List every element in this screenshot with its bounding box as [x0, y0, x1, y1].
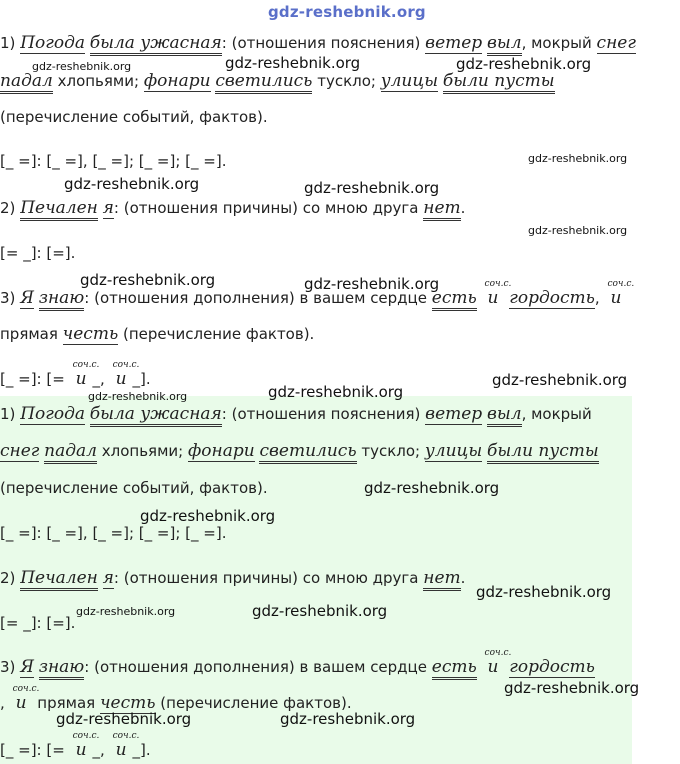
subject: улицы: [424, 441, 483, 461]
watermark: gdz-reshebnik.org: [88, 390, 188, 403]
sentence-1-note: (перечисление событий, фактов).: [0, 108, 268, 126]
sentence-1-line-2: падал хлопьями; фонари светились тускло; улицы были пусты: [0, 71, 555, 91]
sentence-3-scheme: [_ =]: [= соч.с. и _, соч.с. и _].: [0, 731, 151, 760]
predicate: была ужасная: [90, 33, 222, 56]
watermark: gdz-reshebnik.org: [476, 583, 612, 601]
predicate: была ужасная: [90, 404, 222, 427]
watermark: gdz-reshebnik.org: [528, 152, 628, 165]
predicate: светились: [259, 441, 356, 464]
watermark: gdz-reshebnik.org: [304, 179, 440, 197]
predicate: Печален: [20, 198, 98, 221]
subject: гордость: [509, 657, 595, 677]
subject: фонари: [187, 441, 255, 461]
sentence-2: 2) Печален я: (отношения причины) со мною друга нет.: [0, 198, 465, 218]
watermark: gdz-reshebnik.org: [280, 710, 416, 728]
watermark: gdz-reshebnik.org: [528, 224, 628, 237]
sentence-1-line-1: 1) Погода была ужасная: (отношения пояснения) ветер выл, мокрый снег: [0, 33, 636, 53]
predicate: были пусты: [443, 71, 555, 94]
sentence-3-scheme: [_ =]: [= соч.с. и _, соч.с. и _].: [0, 360, 151, 389]
watermark: gdz-reshebnik.org: [64, 175, 200, 193]
sentence-3-line-1: 3) Я знаю: (отношения дополнения) в вашем сердце есть соч.с. и гордость, соч.с. и: [0, 288, 627, 308]
subject: Я: [20, 657, 34, 677]
watermark: gdz-reshebnik.org: [32, 60, 132, 73]
subject: снег: [0, 441, 40, 461]
predicate: нет: [423, 198, 460, 221]
predicate: знаю: [39, 657, 85, 680]
sentence-3-line-2: , соч.с. и прямая честь (перечисление фактов).: [0, 684, 352, 713]
predicate: падал: [44, 441, 97, 464]
watermark: gdz-reshebnik.org: [76, 605, 176, 618]
predicate: знаю: [39, 288, 85, 311]
subject: я: [102, 568, 114, 588]
watermark: gdz-reshebnik.org: [456, 55, 592, 73]
sentence-3-line-1: 3) Я знаю: (отношения дополнения) в вашем сердце есть соч.с. и гордость: [0, 657, 595, 677]
subject: улицы: [380, 71, 439, 91]
watermark: gdz-reshebnik.org: [504, 679, 640, 697]
watermark: gdz-reshebnik.org: [268, 383, 404, 401]
watermark: gdz-reshebnik.org: [252, 602, 388, 620]
subject: я: [102, 198, 114, 218]
watermark: gdz-reshebnik.org: [140, 507, 276, 525]
predicate: были пусты: [487, 441, 599, 464]
subject: ветер: [425, 33, 483, 53]
predicate: есть: [432, 657, 477, 680]
subject: честь: [99, 693, 156, 713]
watermark: gdz-reshebnik.org: [304, 275, 440, 293]
sentence-number: 1): [0, 34, 16, 52]
sentence-1-scheme: [_ =]: [_ =], [_ =]; [_ =]; [_ =].: [0, 152, 227, 170]
predicate: падал: [0, 71, 53, 94]
predicate: выл: [487, 33, 522, 56]
sentence-3-line-2: прямая честь (перечисление фактов).: [0, 324, 315, 344]
watermark: gdz-reshebnik.org: [492, 371, 628, 389]
sentence-1-line-1: 1) Погода была ужасная: (отношения пояснения) ветер выл, мокрый: [0, 404, 592, 424]
predicate: есть: [432, 288, 477, 311]
sentence-1-line-2: снег падал хлопьями; фонари светились тускло; улицы были пусты: [0, 441, 599, 461]
subject: Погода: [20, 404, 85, 424]
sentence-1-note: (перечисление событий, фактов).: [0, 479, 268, 497]
sentence-2: 2) Печален я: (отношения причины) со мною друга нет.: [0, 568, 465, 588]
watermark: gdz-reshebnik.org: [80, 271, 216, 289]
predicate: нет: [423, 568, 460, 591]
watermark: gdz-reshebnik.org: [364, 479, 500, 497]
subject: Погода: [20, 33, 85, 53]
predicate: Печален: [20, 568, 98, 591]
watermark: gdz-reshebnik.org: [225, 54, 361, 72]
predicate: светились: [215, 71, 312, 94]
predicate: выл: [487, 404, 522, 427]
watermark: gdz-reshebnik.org: [56, 710, 192, 728]
subject: честь: [62, 324, 119, 344]
subject: Я: [20, 288, 34, 308]
subject: снег: [596, 33, 636, 53]
subject: фонари: [143, 71, 211, 91]
sentence-1-scheme: [_ =]: [_ =], [_ =]; [_ =]; [_ =].: [0, 524, 227, 542]
subject: ветер: [425, 404, 483, 424]
subject: гордость: [509, 288, 595, 308]
sentence-2-scheme: [= _]: [=].: [0, 244, 76, 262]
sentence-2-scheme: [= _]: [=].: [0, 614, 76, 632]
site-header-link[interactable]: gdz-reshebnik.org: [268, 3, 426, 21]
